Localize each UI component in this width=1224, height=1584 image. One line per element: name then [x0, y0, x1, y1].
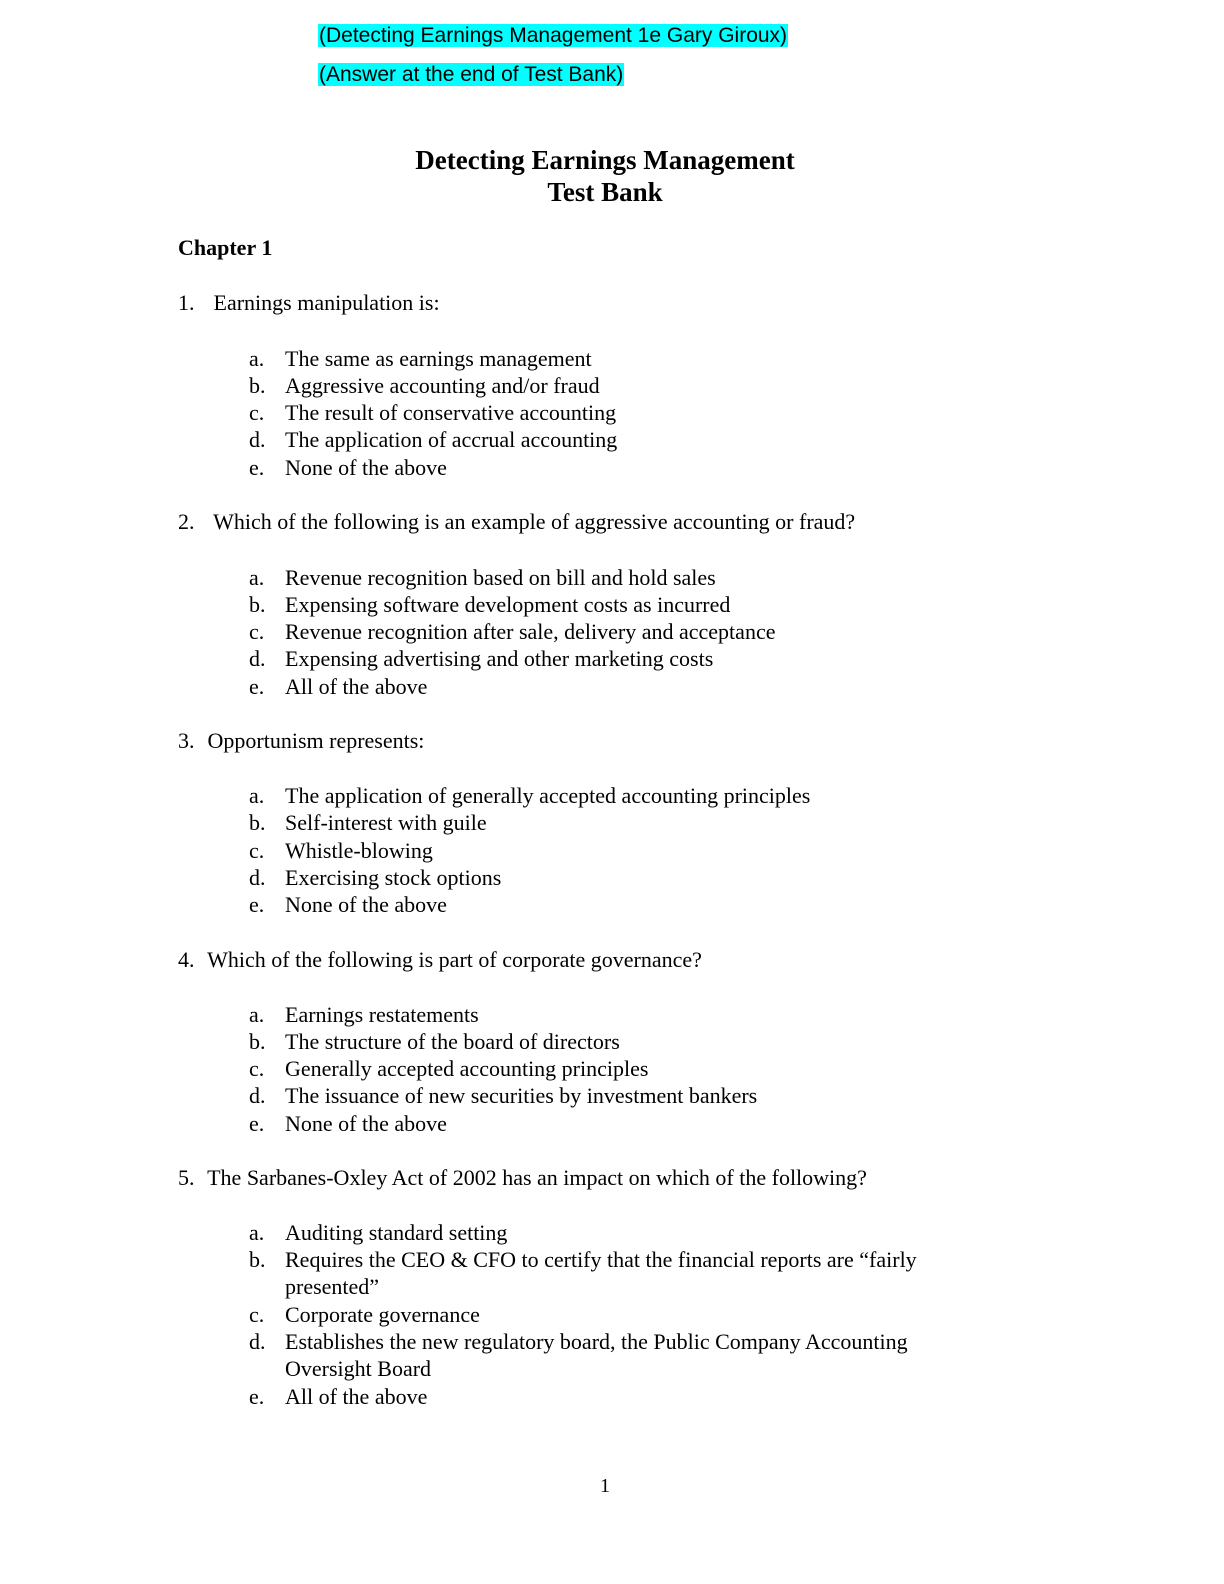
page-number: 1: [600, 1475, 610, 1497]
question-number: 4.: [178, 947, 195, 972]
option-letter: a.: [249, 1002, 265, 1027]
question-3: [178, 727, 424, 755]
option: [249, 618, 1009, 645]
document-title: Detecting Earnings Management: [415, 145, 795, 175]
option-text: Revenue recognition based on bill and hold sales: [285, 565, 716, 590]
option-letter: c.: [249, 1056, 265, 1081]
option-text: Earnings restatements: [285, 1002, 479, 1027]
question-2: [178, 508, 855, 536]
option-text: Expensing advertising and other marketing costs: [285, 646, 714, 671]
option-letter: a.: [249, 783, 265, 808]
option-text: All of the above: [285, 1384, 428, 1409]
option-text: Self-interest with guile: [285, 810, 487, 835]
question-4: [178, 946, 702, 974]
highlighted-answer-note: (Answer at the end of Test Bank): [319, 63, 624, 86]
option-letter: d.: [249, 427, 266, 452]
option-letter: b.: [249, 373, 266, 398]
option-letter: d.: [249, 646, 266, 671]
option-letter: a.: [249, 346, 265, 371]
option-text: Aggressive accounting and/or fraud: [285, 373, 600, 398]
option-text: Expensing software development costs as incurred: [285, 592, 731, 617]
option-text: Exercising stock options: [285, 865, 502, 890]
option: [249, 426, 1009, 453]
option: [249, 1028, 1009, 1055]
option: [249, 1001, 1009, 1028]
option-letter: e.: [249, 1384, 265, 1409]
option: [249, 864, 1009, 891]
option-text: Corporate governance: [285, 1302, 480, 1327]
option-text: Auditing standard setting: [285, 1220, 508, 1245]
option-letter: e.: [249, 892, 265, 917]
option-text: Whistle-blowing: [285, 838, 433, 863]
option-letter: c.: [249, 619, 265, 644]
option: [249, 1055, 1009, 1082]
option-letter: e.: [249, 455, 265, 480]
option: [249, 564, 1009, 591]
question-text: The Sarbanes-Oxley Act of 2002 has an impact on which of the following?: [207, 1165, 867, 1190]
option-letter: b.: [249, 1029, 266, 1054]
question-number: 2.: [178, 509, 195, 534]
option-text: None of the above: [285, 1111, 447, 1136]
option-text: The structure of the board of directors: [285, 1029, 620, 1054]
option-letter: b.: [249, 810, 266, 835]
option: [249, 809, 1009, 836]
option-text: Requires the CEO & CFO to certify that the financial reports are “fairly presented”: [285, 1247, 917, 1299]
option-text: Generally accepted accounting principles: [285, 1056, 649, 1081]
question-number: 5.: [178, 1165, 195, 1190]
option-letter: c.: [249, 400, 265, 425]
option-text: Revenue recognition after sale, delivery and acceptance: [285, 619, 776, 644]
option-letter: e.: [249, 1111, 265, 1136]
option-text: All of the above: [285, 674, 428, 699]
document-subtitle: Test Bank: [547, 177, 663, 207]
question-1: [178, 289, 440, 317]
option: [249, 673, 1009, 700]
option: [249, 782, 1009, 809]
option: [249, 891, 1009, 918]
option: [249, 837, 1009, 864]
question-5: [178, 1164, 867, 1192]
question-text: Which of the following is part of corporate governance?: [207, 947, 702, 972]
option-letter: d.: [249, 1083, 266, 1108]
option-letter: b.: [249, 1247, 266, 1272]
option: [249, 645, 1009, 672]
question-text: Which of the following is an example of aggressive accounting or fraud?: [213, 509, 856, 534]
option-letter: a.: [249, 1220, 265, 1245]
option-letter: b.: [249, 592, 266, 617]
option-text: The same as earnings management: [285, 346, 592, 371]
option: [249, 454, 1009, 481]
option-text: The application of accrual accounting: [285, 427, 618, 452]
option-letter: c.: [249, 1302, 265, 1327]
question-number: 3.: [178, 728, 195, 753]
option-text: Establishes the new regulatory board, the Public Company Accounting Oversight Board: [285, 1329, 908, 1381]
option-letter: c.: [249, 838, 265, 863]
option: [249, 591, 1009, 618]
option: [249, 399, 1009, 426]
option: [249, 1301, 1009, 1328]
option: [249, 372, 1009, 399]
option-letter: d.: [249, 865, 266, 890]
option: [249, 1383, 1009, 1410]
question-number: 1.: [178, 290, 195, 315]
option-text: The issuance of new securities by investment bankers: [285, 1083, 758, 1108]
option-text: None of the above: [285, 892, 447, 917]
option: [249, 1110, 1009, 1137]
option: [249, 1219, 1009, 1246]
option: [249, 1328, 1009, 1382]
option: [249, 1082, 1009, 1109]
question-text: Opportunism represents:: [207, 728, 425, 753]
highlighted-source-note: (Detecting Earnings Management 1e Gary Giroux): [319, 24, 788, 47]
option-text: The application of generally accepted accounting principles: [285, 783, 811, 808]
option-text: The result of conservative accounting: [285, 400, 617, 425]
option-letter: e.: [249, 674, 265, 699]
option-text: None of the above: [285, 455, 447, 480]
chapter-heading: Chapter 1: [178, 235, 273, 260]
question-text: Earnings manipulation is:: [213, 290, 440, 315]
option: [249, 1246, 1009, 1300]
option: [249, 345, 1009, 372]
option-letter: d.: [249, 1329, 266, 1354]
option-letter: a.: [249, 565, 265, 590]
